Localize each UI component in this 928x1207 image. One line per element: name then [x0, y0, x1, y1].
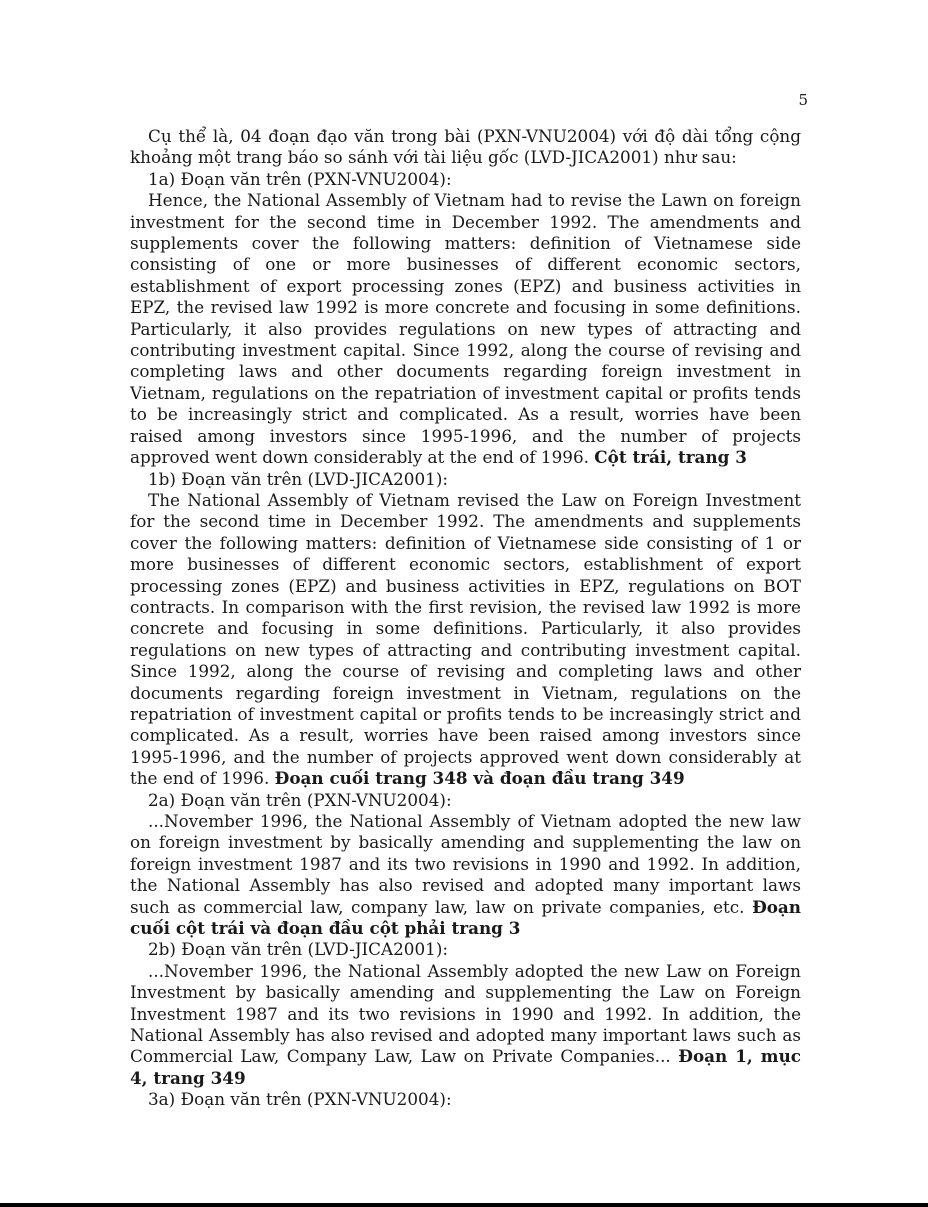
- quoted-paragraph-2b: [130, 961, 801, 1089]
- paragraph-text: ...November 1996, the National Assembly adopted the new Law on Foreign Investment by basically amending and supplementing the Law on Foreign Investment 1987 and its two revisions in 1990 and 1992. In addition, the National Assembly has also revised and adopted many important laws such as Commercial Law, Company Law, Law on Private Companies...: [130, 960, 801, 1067]
- intro-paragraph: [130, 126, 801, 169]
- source-reference: Cột trái, trang 3: [594, 447, 747, 468]
- quoted-paragraph-2a: [130, 811, 801, 939]
- section-label-2b: [130, 939, 801, 960]
- paragraph-text: 1a) Đoạn văn trên (PXN-VNU2004):: [148, 168, 452, 189]
- paragraph-text: Cụ thể là, 04 đoạn đạo văn trong bài (PXN-VNU2004) với độ dài tổng cộng khoảng một trang báo so sánh với tài liệu gốc (LVD-JICA2001) như sau:: [130, 126, 801, 168]
- paragraph-text: 1b) Đoạn văn trên (LVD-JICA2001):: [148, 468, 449, 489]
- source-reference: Đoạn 1, mục 4, trang 349: [130, 1046, 801, 1088]
- paragraph-text: Hence, the National Assembly of Vietnam had to revise the Lawn on foreign investment for the second time in December 1992. The amendments and supplements cover the following matters: definition of Vietnamese side consisting of one or more businesses of different economic sectors, establishment of export processing zones (EPZ) and business activities in EPZ, the revised law 1992 is more concrete and focusing in some definitions. Particularly, it also provides regulations on new types of attracting and contributing investment capital. Since 1992, along the course of revising and completing laws and other documents regarding foreign investment in Vietnam, regulations on the repatriation of investment capital or profits tends to be increasingly strict and complicated. As a result, worries have been raised among investors since 1995-1996, and the number of projects approved went down considerably at the end of 1996.: [130, 190, 801, 468]
- paragraph-text: 2a) Đoạn văn trên (PXN-VNU2004):: [148, 789, 452, 810]
- source-reference: Đoạn cuối cột trái và đoạn đầu cột phải trang 3: [130, 896, 801, 939]
- section-label-1a: [130, 169, 801, 190]
- page-number: 5: [798, 91, 808, 109]
- section-label-3a: [130, 1089, 801, 1110]
- paragraph-text: The National Assembly of Vietnam revised the Law on Foreign Investment for the second time in December 1992. The amendments and supplements cover the following matters: definition of Vietnamese side consisting of 1 or more businesses of different economic sectors, establishment of export processing zones (EPZ) and business activities in EPZ, regulations on BOT contracts. In comparison with the first revision, the revised law 1992 is more concrete and focusing in some definitions. Particularly, it also provides regulations on new types of attracting and contributing investment capital. Since 1992, along the course of revising and completing laws and other documents regarding foreign investment in Vietnam, regulations on the repatriation of investment capital or profits tends to be increasingly strict and complicated. As a result, worries have been raised among investors since 1995-1996, and the number of projects approved went down considerably at the end of 1996.: [130, 489, 801, 789]
- bottom-border: [0, 1203, 928, 1207]
- document-body: [130, 126, 801, 1111]
- paragraph-text: 3a) Đoạn văn trên (PXN-VNU2004):: [148, 1089, 452, 1110]
- paragraph-text: ...November 1996, the National Assembly of Vietnam adopted the new law on foreign investment by basically amending and supplementing the law on foreign investment 1987 and its two revisions in 1990 and 1992. In addition, the National Assembly has also revised and adopted many important laws such as commercial law, company law, law on private companies, etc.: [130, 811, 801, 917]
- quoted-paragraph-1a: [130, 190, 801, 468]
- source-reference: Đoạn cuối trang 348 và đoạn đầu trang 349: [274, 768, 685, 789]
- section-label-1b: [130, 469, 801, 490]
- quoted-paragraph-1b: [130, 490, 801, 790]
- paragraph-text: 2b) Đoạn văn trên (LVD-JICA2001):: [148, 939, 449, 960]
- section-label-2a: [130, 790, 801, 811]
